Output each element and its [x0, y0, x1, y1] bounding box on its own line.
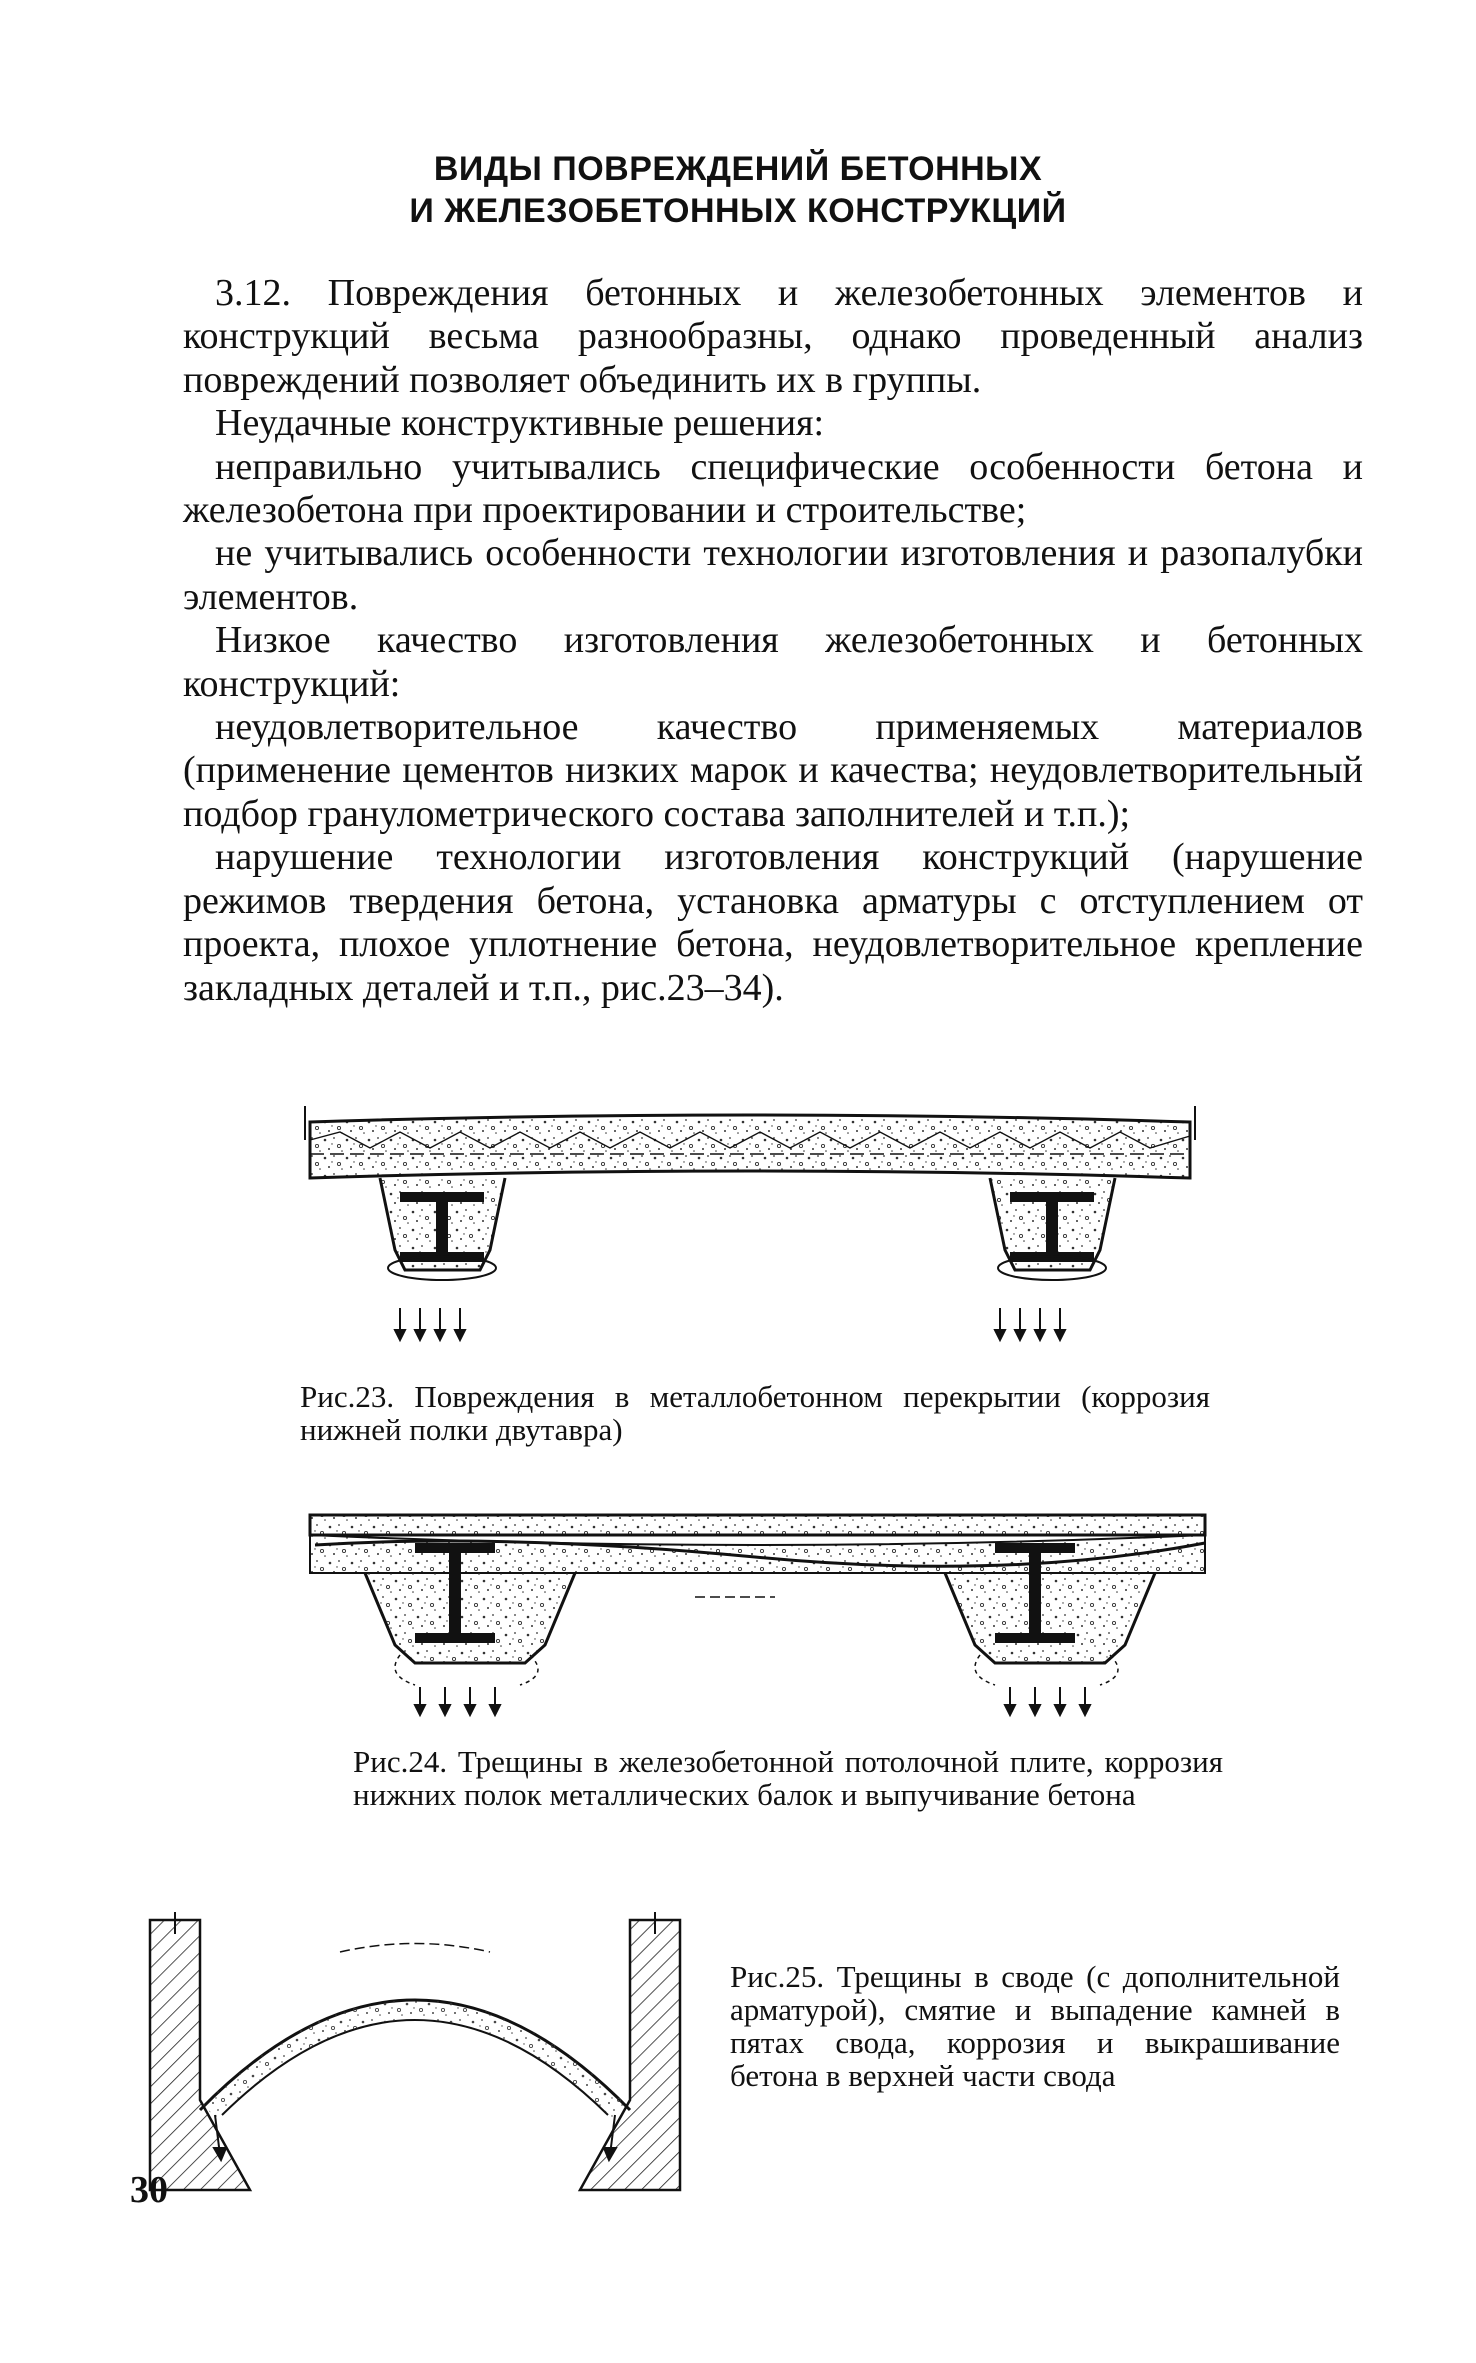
heading-line-2: И ЖЕЛЕЗОБЕТОННЫХ КОНСТРУКЦИЙ	[409, 192, 1067, 230]
paragraph-design-heading: Неудачные конструктивные решения:	[215, 402, 825, 445]
page-number: 30	[130, 2169, 168, 2211]
paragraph-quality-2: нарушение технологии изготовления конструкций (нарушение режимов твердения бетона, установка арматуры с отступлением от проекта, плохое уплотнение бетона, неудовлетворительное крепление закладных деталей и т.п., рис.23–34).	[183, 836, 1363, 1009]
figure-24-drawing	[305, 1505, 1215, 1725]
paragraph-quality-heading: Низкое качество изготовления железобетонных и бетонных конструкций:	[183, 619, 1363, 705]
paragraph-design-1: неправильно учитывались специфические особенности бетона и железобетона при проектировании и строительстве;	[183, 445, 1363, 532]
figure-23-drawing	[300, 1100, 1210, 1350]
section-heading	[0, 148, 1476, 232]
figure-24-caption: Рис.24. Трещины в железобетонной потолочной плите, коррозия нижних полок металлических балок и выпучивание бетона	[353, 1744, 1223, 1812]
body-text	[183, 272, 1363, 1010]
paragraph-quality-1: неудовлетворительное качество применяемых материалов (применение цементов низких марок и качества; неудовлетворительный подбор гранулометрического состава заполнителей и т.п.);	[183, 706, 1363, 835]
heading-line-1: ВИДЫ ПОВРЕЖДЕНИЙ БЕТОННЫХ	[433, 150, 1043, 188]
paragraph-intro: 3.12. Повреждения бетонных и железобетонных элементов и конструкций весьма разнообразны, однако проведенный анализ повреждений позволяет объединить их в группы.	[183, 272, 1363, 401]
paragraph-design-2: не учитывались особенности технологии изготовления и разопалубки элементов.	[183, 532, 1363, 618]
figure-25-caption: Рис.25. Трещины в своде (с дополнительной арматурой), смятие и выпадение камней в пятах свода, коррозия и выкрашивание бетона в верхней части свода	[730, 1959, 1340, 2093]
figure-25-drawing	[140, 1910, 700, 2200]
figure-23-caption: Рис.23. Повреждения в металлобетонном перекрытии (коррозия нижней полки двутавра)	[300, 1379, 1210, 1447]
